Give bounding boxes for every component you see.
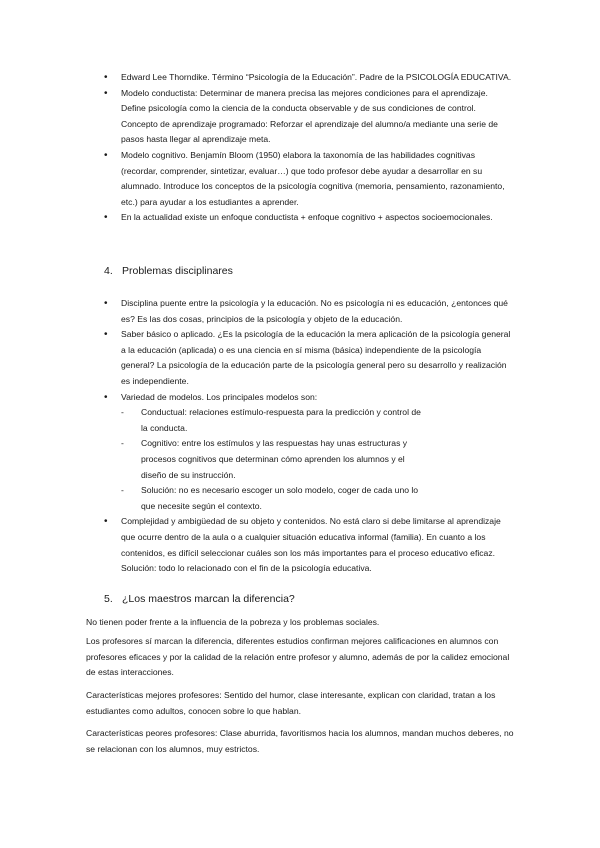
paragraph: Características peores profesores: Clase aburrida, favoritismos hacia los alumnos, mandan muchos deberes, no se relacionan con los alumnos, muy estrictos. bbox=[86, 728, 514, 754]
list-item: • Saber básico o aplicado. ¿Es la psicología de la educación la mera aplicación de la psicología general a la educación (aplicada) o es una ciencia en sí misma (básica) independiente de la psicología general? La psicología de la educación parte de la psicología general pero su desarrollo y realización es independiente. bbox=[104, 329, 511, 386]
list-item: • Modelo cognitivo. Benjamín Bloom (1950) elabora la taxonomía de las habilidades cognitivas (recordar, comprender, sintetizar, evaluar…) que todo profesor debe ayudar a desarrollar en su alumnado. Introduce los conceptos de la psicología cognitiva (memoria, pensamiento, razonamiento, etc.) para ayudar a los estudiantes a aprender. bbox=[104, 149, 505, 207]
bullet-icon: • bbox=[104, 391, 108, 403]
list-item: • Modelo conductista: Determinar de manera precisa las mejores condiciones para el aprendizaje. Define psicología como la ciencia de la conducta observable y de sus condiciones de control. Concepto de aprendizaje programado: Reforzar el aprendizaje del alumno/a mediante una serie de pasos hasta llegar al aprendizaje meta. bbox=[104, 87, 498, 145]
bullet-icon: • bbox=[104, 212, 108, 224]
list-item: • Edward Lee Thorndike. Término “Psicología de la Educación”. Padre de la PSICOLOGÍA EDUCATIVA. bbox=[0, 70, 600, 86]
list-item: • Disciplina puente entre la psicología y la educación. No es psicología ni es educación, ¿entonces qué es? Es las dos cosas, principios de la psicología y objeto de la educación. bbox=[104, 298, 508, 324]
bullet-icon: • bbox=[104, 298, 108, 309]
list-item: • En la actualidad existe un enfoque conductista + enfoque cognitivo + aspectos socioemocionales. bbox=[0, 210, 600, 226]
list-item: • Variedad de modelos. Los principales modelos son: - Conductual: relaciones estímulo-respuesta para la predicción y control de la conducta. - Cognitivo: entre los estímulos y las respuestas hay unas estructuras y procesos cognitivos que determinan cómo aprenden los alumnos y el diseño de su instrucción. - Solución: no es necesario escoger un solo modelo, coger de cada uno lo que necesite según el contexto. bbox=[0, 390, 600, 515]
list-item: • Complejidad y ambigüedad de su objeto y contenidos. No está claro si debe limitarse al aprendizaje que ocurre dentro de la aula o a cualquier situación educativa informal (familia). En cuanto a los contenidos, es difícil seleccionar cuáles son los más importantes para el proceso educativo eficaz. Solución: todo lo relacionado con el fin de la psicología educativa. bbox=[104, 516, 501, 574]
bullet-icon: • bbox=[104, 329, 108, 341]
dash-icon: - bbox=[121, 485, 124, 496]
paragraph: Los profesores sí marcan la diferencia, diferentes estudios confirman mejores calificaciones en alumnos con profesores eficaces y por la calidad de la relación entre profesor y alumno, además de por la calidez emocional de estas interacciones. bbox=[86, 636, 510, 678]
bullet-icon: • bbox=[104, 87, 108, 99]
section3-list bbox=[0, 70, 600, 226]
sublist-item: - Cognitivo: entre los estímulos y las respuestas hay unas estructuras y procesos cognitivos que determinan cómo aprenden los alumnos y el diseño de su instrucción. bbox=[121, 438, 408, 480]
section5-heading bbox=[104, 592, 295, 606]
models-sublist bbox=[121, 405, 514, 514]
bullet-icon: • bbox=[104, 516, 108, 528]
paragraph: No tienen poder frente a la influencia de la pobreza y los problemas sociales. bbox=[86, 617, 380, 627]
section4-title: Problemas disciplinares bbox=[122, 265, 233, 277]
section4-number: 4. bbox=[104, 265, 113, 277]
dash-icon: - bbox=[121, 407, 124, 418]
section5-number: 5. bbox=[104, 593, 113, 605]
sublist-item: - Conductual: relaciones estímulo-respuesta para la predicción y control de la conducta. bbox=[121, 407, 421, 433]
bullet-icon: • bbox=[104, 149, 108, 161]
section4-list bbox=[0, 296, 600, 577]
dash-icon: - bbox=[121, 438, 124, 449]
bullet-icon: • bbox=[104, 72, 108, 83]
paragraph: Características mejores profesores: Sentido del humor, clase interesante, explican con claridad, tratan a los estudiantes como adultos, conocen sobre lo que hablan. bbox=[86, 690, 496, 716]
section4-heading bbox=[104, 264, 233, 278]
section5-title: ¿Los maestros marcan la diferencia? bbox=[122, 593, 295, 605]
sublist-item: - Solución: no es necesario escoger un solo modelo, coger de cada uno lo que necesite según el contexto. bbox=[121, 485, 419, 511]
